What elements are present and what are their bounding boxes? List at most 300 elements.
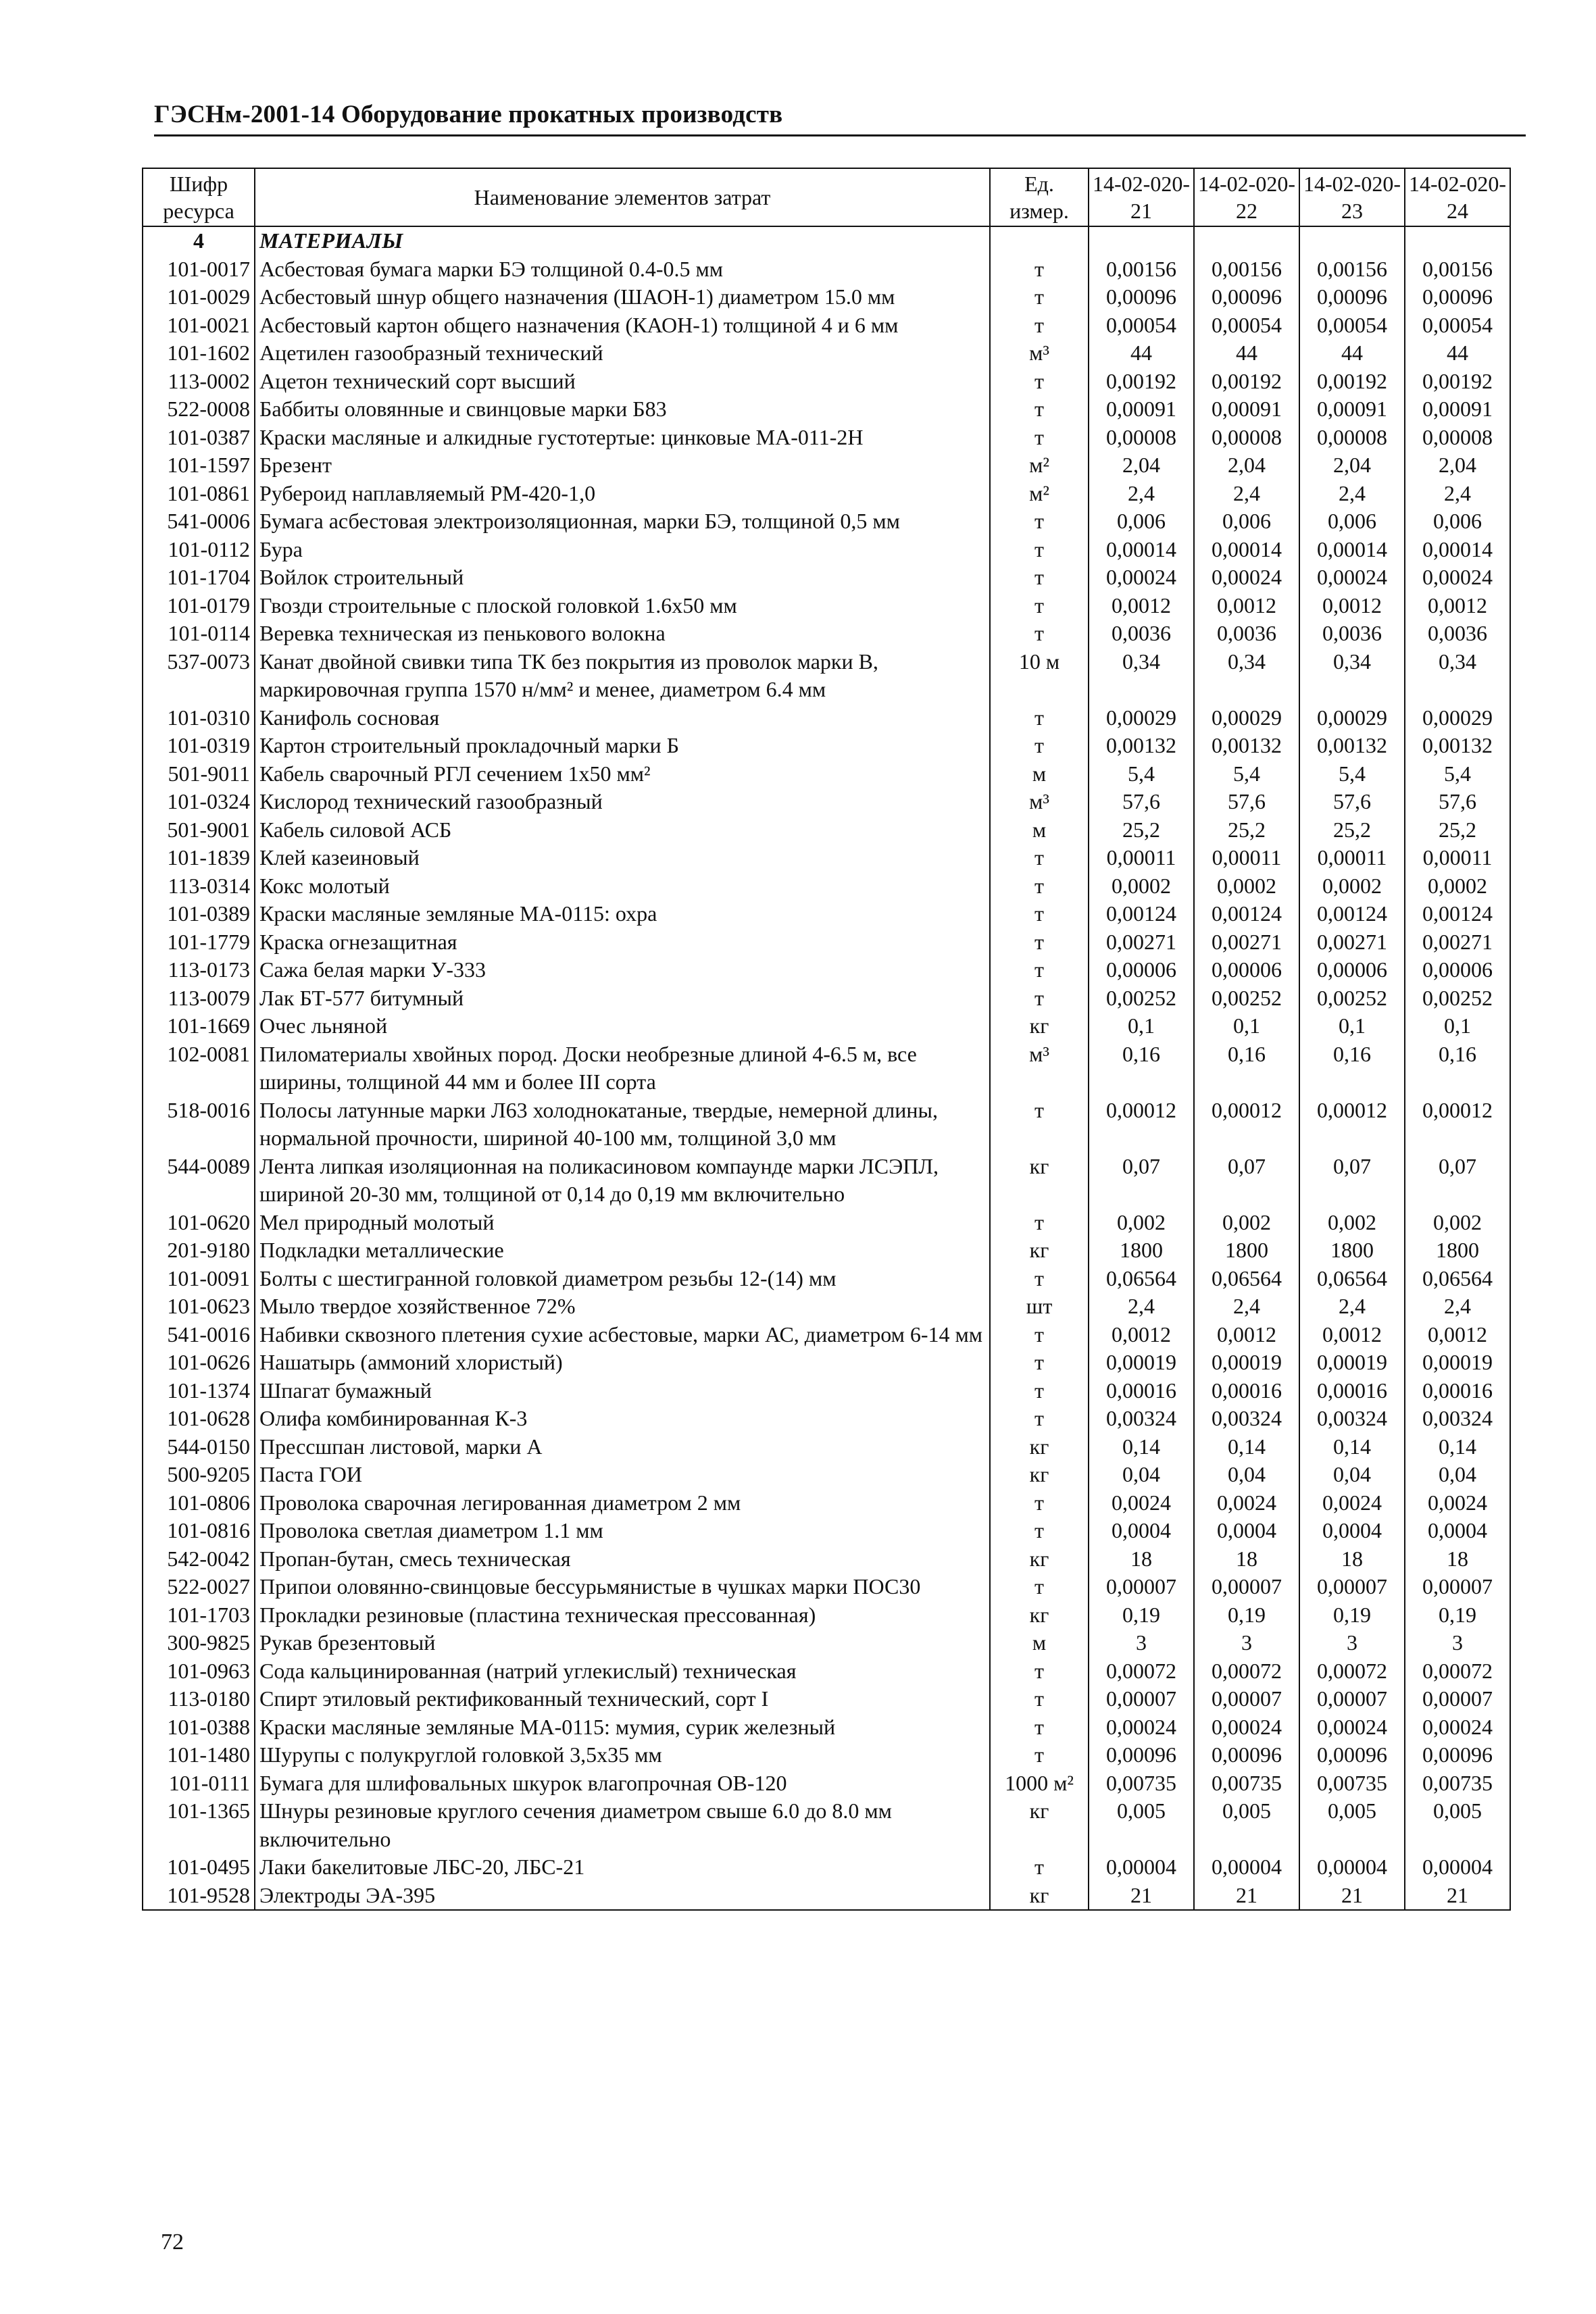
value-col-2: 0,00007 <box>1194 1573 1299 1601</box>
value-col-3: 2,04 <box>1299 451 1405 480</box>
value-col-4: 0,00014 <box>1405 536 1510 564</box>
table-row <box>143 1321 1510 1349</box>
value-col-3: 0,00096 <box>1299 283 1405 311</box>
value-col-2: 0,1 <box>1194 1012 1299 1040</box>
unit: т <box>990 956 1089 984</box>
value-col-1: 44 <box>1089 339 1194 368</box>
resource-code: 541-0006 <box>143 507 255 536</box>
value-col-2: 2,4 <box>1194 1292 1299 1321</box>
value-col-4: 0,0036 <box>1405 620 1510 648</box>
value-col-1: 0,00008 <box>1089 424 1194 452</box>
value-col-4: 0,14 <box>1405 1433 1510 1461</box>
value-col-4: 0,00096 <box>1405 283 1510 311</box>
table-row <box>143 648 1510 704</box>
value-col-3: 21 <box>1299 1882 1405 1911</box>
resource-name: Кабель сварочный РГЛ сечением 1х50 мм² <box>255 760 990 788</box>
value-col-3: 0,00007 <box>1299 1573 1405 1601</box>
resource-code: 101-1365 <box>143 1797 255 1853</box>
value-col-4: 0,00029 <box>1405 704 1510 732</box>
resource-code: 101-0114 <box>143 620 255 648</box>
value-col-1: 0,00024 <box>1089 1713 1194 1742</box>
value-col-4: 0,00072 <box>1405 1657 1510 1686</box>
header-col-1: 14-02-020-21 <box>1089 168 1194 226</box>
resource-name: Пиломатериалы хвойных пород. Доски необрезные длиной 4-6.5 м, все ширины, толщиной 44 мм и более III сорта <box>255 1040 990 1097</box>
value-col-1: 0,002 <box>1089 1209 1194 1237</box>
resource-code: 101-1374 <box>143 1377 255 1405</box>
value-col-4: 2,4 <box>1405 480 1510 508</box>
resource-code: 522-0027 <box>143 1573 255 1601</box>
unit: т <box>990 620 1089 648</box>
unit: т <box>990 1265 1089 1293</box>
value-col-4: 0,1 <box>1405 1012 1510 1040</box>
value-col-1: 0,1 <box>1089 1012 1194 1040</box>
value-col-4: 0,0024 <box>1405 1489 1510 1517</box>
value-col-3: 25,2 <box>1299 816 1405 845</box>
value-col-3: 0,04 <box>1299 1461 1405 1489</box>
value-col-2: 0,00271 <box>1194 928 1299 957</box>
value-col-3: 0,0036 <box>1299 620 1405 648</box>
value-col-1: 0,00252 <box>1089 984 1194 1013</box>
value-col-3: 0,006 <box>1299 507 1405 536</box>
value-col-3: 0,00124 <box>1299 900 1405 928</box>
value-col-2: 0,005 <box>1194 1797 1299 1853</box>
resource-code: 102-0081 <box>143 1040 255 1097</box>
value-col-1: 0,00096 <box>1089 283 1194 311</box>
value-col-4: 0,19 <box>1405 1601 1510 1630</box>
value-col-2: 0,0036 <box>1194 620 1299 648</box>
resource-code: 101-0389 <box>143 900 255 928</box>
resource-code: 113-0180 <box>143 1685 255 1713</box>
table-row <box>143 1797 1510 1853</box>
value-col-1: 0,00054 <box>1089 311 1194 340</box>
value-col-3: 0,00007 <box>1299 1685 1405 1713</box>
unit: кг <box>990 1433 1089 1461</box>
table-row <box>143 872 1510 901</box>
value-col-1: 2,4 <box>1089 1292 1194 1321</box>
resource-code: 101-0388 <box>143 1713 255 1742</box>
value-col-4: 0,002 <box>1405 1209 1510 1237</box>
value-col-3: 0,0024 <box>1299 1489 1405 1517</box>
value-col-1: 0,00124 <box>1089 900 1194 928</box>
value-col-3: 0,00156 <box>1299 255 1405 284</box>
value-col-1: 0,0024 <box>1089 1489 1194 1517</box>
value-col-3: 0,00029 <box>1299 704 1405 732</box>
value-col-2: 2,04 <box>1194 451 1299 480</box>
value-col-3: 0,19 <box>1299 1601 1405 1630</box>
value-col-3: 0,00011 <box>1299 844 1405 872</box>
table-row <box>143 1517 1510 1545</box>
value-col-2: 0,0012 <box>1194 592 1299 620</box>
table-row <box>143 339 1510 368</box>
resource-code: 101-0112 <box>143 536 255 564</box>
value-col-4: 18 <box>1405 1545 1510 1574</box>
value-col-3: 0,14 <box>1299 1433 1405 1461</box>
resource-name: Шнуры резиновые круглого сечения диаметром свыше 6.0 до 8.0 мм включительно <box>255 1797 990 1853</box>
value-col-3: 5,4 <box>1299 760 1405 788</box>
table-row <box>143 1853 1510 1882</box>
value-col-3: 0,00054 <box>1299 311 1405 340</box>
value-col-1: 0,04 <box>1089 1461 1194 1489</box>
table-row <box>143 1153 1510 1209</box>
value-col-4: 0,00024 <box>1405 563 1510 592</box>
resource-name: Пропан-бутан, смесь техническая <box>255 1545 990 1574</box>
unit: м³ <box>990 788 1089 816</box>
value-col-2: 0,00192 <box>1194 368 1299 396</box>
value-col-2: 0,00012 <box>1194 1097 1299 1153</box>
table-row <box>143 1377 1510 1405</box>
value-col-3: 44 <box>1299 339 1405 368</box>
unit: кг <box>990 1601 1089 1630</box>
value-col-2: 0,00132 <box>1194 732 1299 760</box>
table-row <box>143 1012 1510 1040</box>
resource-name: Картон строительный прокладочный марки Б <box>255 732 990 760</box>
resource-name: Брезент <box>255 451 990 480</box>
resource-code: 113-0002 <box>143 368 255 396</box>
value-col-4: 0,00132 <box>1405 732 1510 760</box>
table-row <box>143 1769 1510 1798</box>
table-row <box>143 1461 1510 1489</box>
table-row <box>143 255 1510 284</box>
value-col-4: 0,00735 <box>1405 1769 1510 1798</box>
value-col-3: 0,0012 <box>1299 1321 1405 1349</box>
header-name: Наименование элементов затрат <box>255 168 990 226</box>
table-header-row <box>143 168 1510 226</box>
value-col-1: 0,00004 <box>1089 1853 1194 1882</box>
value-col-3: 0,00096 <box>1299 1741 1405 1769</box>
page-number: 72 <box>161 2230 184 2255</box>
value-col-2: 0,00054 <box>1194 311 1299 340</box>
value-col-1: 0,00006 <box>1089 956 1194 984</box>
value-col-2: 0,00007 <box>1194 1685 1299 1713</box>
value-col-4: 3 <box>1405 1629 1510 1657</box>
unit: м³ <box>990 339 1089 368</box>
value-col-3: 0,00012 <box>1299 1097 1405 1153</box>
table-row <box>143 900 1510 928</box>
value-col-3: 0,00132 <box>1299 732 1405 760</box>
value-col-4: 0,04 <box>1405 1461 1510 1489</box>
resource-code: 542-0042 <box>143 1545 255 1574</box>
resource-code: 101-0091 <box>143 1265 255 1293</box>
value-col-4: 0,00019 <box>1405 1349 1510 1377</box>
resource-code: 101-1480 <box>143 1741 255 1769</box>
value-col-4: 57,6 <box>1405 788 1510 816</box>
value-col-3: 0,00019 <box>1299 1349 1405 1377</box>
table-row <box>143 536 1510 564</box>
resource-name: Электроды ЭА-395 <box>255 1882 990 1911</box>
resource-code: 541-0016 <box>143 1321 255 1349</box>
value-col-1: 0,0012 <box>1089 1321 1194 1349</box>
value-col-2: 0,0004 <box>1194 1517 1299 1545</box>
value-col-2: 5,4 <box>1194 760 1299 788</box>
value-col-2: 18 <box>1194 1545 1299 1574</box>
unit: кг <box>990 1153 1089 1209</box>
value-col-3: 0,00024 <box>1299 563 1405 592</box>
value-col-4: 0,00004 <box>1405 1853 1510 1882</box>
table-row <box>143 956 1510 984</box>
unit: т <box>990 368 1089 396</box>
value-col-1: 0,00007 <box>1089 1573 1194 1601</box>
resource-name: Клей казеиновый <box>255 844 990 872</box>
value-col-3: 2,4 <box>1299 1292 1405 1321</box>
resource-name: Очес льняной <box>255 1012 990 1040</box>
table-row <box>143 1657 1510 1686</box>
value-col-1: 0,00072 <box>1089 1657 1194 1686</box>
unit: т <box>990 563 1089 592</box>
value-col-1: 57,6 <box>1089 788 1194 816</box>
resource-name: Бура <box>255 536 990 564</box>
table-row <box>143 1685 1510 1713</box>
value-col-2: 0,006 <box>1194 507 1299 536</box>
unit: т <box>990 536 1089 564</box>
resource-name: Проволока светлая диаметром 1.1 мм <box>255 1517 990 1545</box>
unit: т <box>990 1853 1089 1882</box>
resource-code: 101-9528 <box>143 1882 255 1911</box>
value-col-1: 5,4 <box>1089 760 1194 788</box>
value-col-1: 0,00016 <box>1089 1377 1194 1405</box>
resource-name: Кислород технический газообразный <box>255 788 990 816</box>
value-col-2: 21 <box>1194 1882 1299 1911</box>
value-col-3: 0,00072 <box>1299 1657 1405 1686</box>
table-row <box>143 1573 1510 1601</box>
value-col-1: 0,00271 <box>1089 928 1194 957</box>
table-row <box>143 1629 1510 1657</box>
value-col-3: 0,16 <box>1299 1040 1405 1097</box>
resource-name: Проволока сварочная легированная диаметром 2 мм <box>255 1489 990 1517</box>
unit: кг <box>990 1461 1089 1489</box>
value-col-1: 0,00014 <box>1089 536 1194 564</box>
value-col-1: 2,04 <box>1089 451 1194 480</box>
resource-name: Веревка техническая из пенькового волокна <box>255 620 990 648</box>
table-row <box>143 283 1510 311</box>
resource-name: Краски масляные земляные МА-0115: мумия, сурик железный <box>255 1713 990 1742</box>
value-col-2: 0,00324 <box>1194 1405 1299 1433</box>
table-body <box>143 226 1510 1910</box>
value-col-2: 0,00014 <box>1194 536 1299 564</box>
value-col-2: 3 <box>1194 1629 1299 1657</box>
value-col-4: 0,0012 <box>1405 592 1510 620</box>
resource-code: 101-0626 <box>143 1349 255 1377</box>
unit: 10 м <box>990 648 1089 704</box>
unit: т <box>990 844 1089 872</box>
resource-name: Войлок строительный <box>255 563 990 592</box>
unit: т <box>990 872 1089 901</box>
table-row <box>143 1489 1510 1517</box>
resource-code: 113-0079 <box>143 984 255 1013</box>
value-col-2: 0,0024 <box>1194 1489 1299 1517</box>
value-col-1: 0,00024 <box>1089 563 1194 592</box>
value-col-1: 0,00029 <box>1089 704 1194 732</box>
resource-code: 501-9001 <box>143 816 255 845</box>
value-col-2: 0,06564 <box>1194 1265 1299 1293</box>
value-col-1: 0,00011 <box>1089 844 1194 872</box>
value-col-1: 0,00735 <box>1089 1769 1194 1798</box>
resource-name: Гвозди строительные с плоской головкой 1.6х50 мм <box>255 592 990 620</box>
value-col-4: 44 <box>1405 339 1510 368</box>
value-col-4: 2,4 <box>1405 1292 1510 1321</box>
value-col-2: 0,00096 <box>1194 283 1299 311</box>
resource-code: 101-1704 <box>143 563 255 592</box>
value-col-2: 0,00011 <box>1194 844 1299 872</box>
table-row <box>143 480 1510 508</box>
unit: м <box>990 1629 1089 1657</box>
header-col-4: 14-02-020-24 <box>1405 168 1510 226</box>
value-col-4: 0,06564 <box>1405 1265 1510 1293</box>
value-col-1: 21 <box>1089 1882 1194 1911</box>
value-col-1: 3 <box>1089 1629 1194 1657</box>
resource-code: 101-1839 <box>143 844 255 872</box>
table-row <box>143 563 1510 592</box>
unit: м <box>990 760 1089 788</box>
document-title: ГЭСНм-2001-14 Оборудование прокатных производств <box>154 100 1526 136</box>
value-col-3: 18 <box>1299 1545 1405 1574</box>
table-row <box>143 395 1510 424</box>
value-col-2: 0,07 <box>1194 1153 1299 1209</box>
value-col-4: 0,00252 <box>1405 984 1510 1013</box>
resource-name: Канат двойной свивки типа ТК без покрытия из проволок марки В, маркировочная группа 1570 н/мм² и менее, диаметром 6.4 мм <box>255 648 990 704</box>
resource-name: Асбестовая бумага марки БЭ толщиной 0.4-0.5 мм <box>255 255 990 284</box>
value-col-2: 44 <box>1194 339 1299 368</box>
value-col-3: 0,002 <box>1299 1209 1405 1237</box>
resource-name: Баббиты оловянные и свинцовые марки Б83 <box>255 395 990 424</box>
value-col-4: 0,00054 <box>1405 311 1510 340</box>
value-col-1: 18 <box>1089 1545 1194 1574</box>
resource-code: 101-1703 <box>143 1601 255 1630</box>
resource-table <box>142 168 1511 1911</box>
unit: кг <box>990 1236 1089 1265</box>
resource-name: Паста ГОИ <box>255 1461 990 1489</box>
unit: кг <box>990 1545 1089 1574</box>
resource-name: Рукав брезентовый <box>255 1629 990 1657</box>
value-col-2: 2,4 <box>1194 480 1299 508</box>
resource-code: 101-1669 <box>143 1012 255 1040</box>
table-row <box>143 928 1510 957</box>
value-col-2: 0,00156 <box>1194 255 1299 284</box>
resource-name: Шурупы с полукруглой головкой 3,5х35 мм <box>255 1741 990 1769</box>
resource-code: 101-0623 <box>143 1292 255 1321</box>
resource-name: Полосы латунные марки Л63 холоднокатаные, твердые, немерной длины, нормальной прочности, шириной 40-100 мм, толщиной 3,0 мм <box>255 1097 990 1153</box>
value-col-3: 0,1 <box>1299 1012 1405 1040</box>
value-col-4: 0,005 <box>1405 1797 1510 1853</box>
resource-code: 537-0073 <box>143 648 255 704</box>
value-col-2: 57,6 <box>1194 788 1299 816</box>
value-col-2: 0,0002 <box>1194 872 1299 901</box>
resource-name: Подкладки металлические <box>255 1236 990 1265</box>
resource-code: 101-0495 <box>143 1853 255 1882</box>
value-col-1: 0,00132 <box>1089 732 1194 760</box>
value-col-2: 0,00019 <box>1194 1349 1299 1377</box>
table-row <box>143 1713 1510 1742</box>
value-col-2: 0,00124 <box>1194 900 1299 928</box>
resource-name: Набивки сквозного плетения сухие асбестовые, марки АС, диаметром 6-14 мм <box>255 1321 990 1349</box>
value-col-1: 0,00007 <box>1089 1685 1194 1713</box>
value-col-4: 0,00156 <box>1405 255 1510 284</box>
unit: т <box>990 283 1089 311</box>
value-col-4: 0,00011 <box>1405 844 1510 872</box>
value-col-4: 0,0002 <box>1405 872 1510 901</box>
value-col-3: 0,00091 <box>1299 395 1405 424</box>
unit: т <box>990 1489 1089 1517</box>
table-row <box>143 1882 1510 1911</box>
unit: т <box>990 1685 1089 1713</box>
section-code: 4 <box>143 226 255 255</box>
table-row <box>143 1741 1510 1769</box>
table-row <box>143 984 1510 1013</box>
value-col-1: 0,00324 <box>1089 1405 1194 1433</box>
value-col-3: 0,00006 <box>1299 956 1405 984</box>
table-row <box>143 788 1510 816</box>
unit: т <box>990 984 1089 1013</box>
value-col-3: 0,00008 <box>1299 424 1405 452</box>
resource-name: Рубероид наплавляемый РМ-420-1,0 <box>255 480 990 508</box>
table-row <box>143 311 1510 340</box>
value-col-3: 0,00324 <box>1299 1405 1405 1433</box>
resource-name: Прокладки резиновые (пластина техническая прессованная) <box>255 1601 990 1630</box>
value-col-4: 21 <box>1405 1882 1510 1911</box>
unit: т <box>990 592 1089 620</box>
table-row <box>143 1236 1510 1265</box>
table-row <box>143 592 1510 620</box>
value-col-1: 0,00019 <box>1089 1349 1194 1377</box>
value-col-1: 0,0012 <box>1089 592 1194 620</box>
resource-code: 101-0310 <box>143 704 255 732</box>
resource-code: 101-1602 <box>143 339 255 368</box>
value-col-1: 0,06564 <box>1089 1265 1194 1293</box>
value-col-3: 0,00024 <box>1299 1713 1405 1742</box>
value-col-1: 0,005 <box>1089 1797 1194 1853</box>
unit: т <box>990 1405 1089 1433</box>
value-col-4: 0,00271 <box>1405 928 1510 957</box>
value-col-4: 0,00006 <box>1405 956 1510 984</box>
unit: м² <box>990 451 1089 480</box>
resource-name: Прессшпан листовой, марки А <box>255 1433 990 1461</box>
resource-code: 518-0016 <box>143 1097 255 1153</box>
unit: т <box>990 1713 1089 1742</box>
unit: т <box>990 424 1089 452</box>
resource-code: 500-9205 <box>143 1461 255 1489</box>
value-col-1: 0,006 <box>1089 507 1194 536</box>
table-row <box>143 1433 1510 1461</box>
table-row <box>143 760 1510 788</box>
resource-name: Краски масляные земляные МА-0115: охра <box>255 900 990 928</box>
unit: т <box>990 928 1089 957</box>
resource-code: 101-0628 <box>143 1405 255 1433</box>
value-col-3: 0,06564 <box>1299 1265 1405 1293</box>
value-col-2: 0,0012 <box>1194 1321 1299 1349</box>
value-col-3: 0,00016 <box>1299 1377 1405 1405</box>
value-col-3: 0,00192 <box>1299 368 1405 396</box>
value-col-4: 0,16 <box>1405 1040 1510 1097</box>
value-col-4: 25,2 <box>1405 816 1510 845</box>
value-col-1: 0,00091 <box>1089 395 1194 424</box>
value-col-1: 0,00096 <box>1089 1741 1194 1769</box>
value-col-4: 5,4 <box>1405 760 1510 788</box>
header-col-3: 14-02-020-23 <box>1299 168 1405 226</box>
resource-code: 101-0816 <box>143 1517 255 1545</box>
unit: т <box>990 900 1089 928</box>
resource-name: Бумага для шлифовальных шкурок влагопрочная ОВ-120 <box>255 1769 990 1798</box>
resource-code: 201-9180 <box>143 1236 255 1265</box>
value-col-1: 1800 <box>1089 1236 1194 1265</box>
resource-name: Ацетилен газообразный технический <box>255 339 990 368</box>
resource-name: Мыло твердое хозяйственное 72% <box>255 1292 990 1321</box>
resource-name: Спирт этиловый ректификованный технический, сорт I <box>255 1685 990 1713</box>
value-col-4: 0,0004 <box>1405 1517 1510 1545</box>
unit: м³ <box>990 1040 1089 1097</box>
value-col-2: 0,14 <box>1194 1433 1299 1461</box>
unit: кг <box>990 1882 1089 1911</box>
resource-code: 101-0029 <box>143 283 255 311</box>
value-col-2: 0,34 <box>1194 648 1299 704</box>
